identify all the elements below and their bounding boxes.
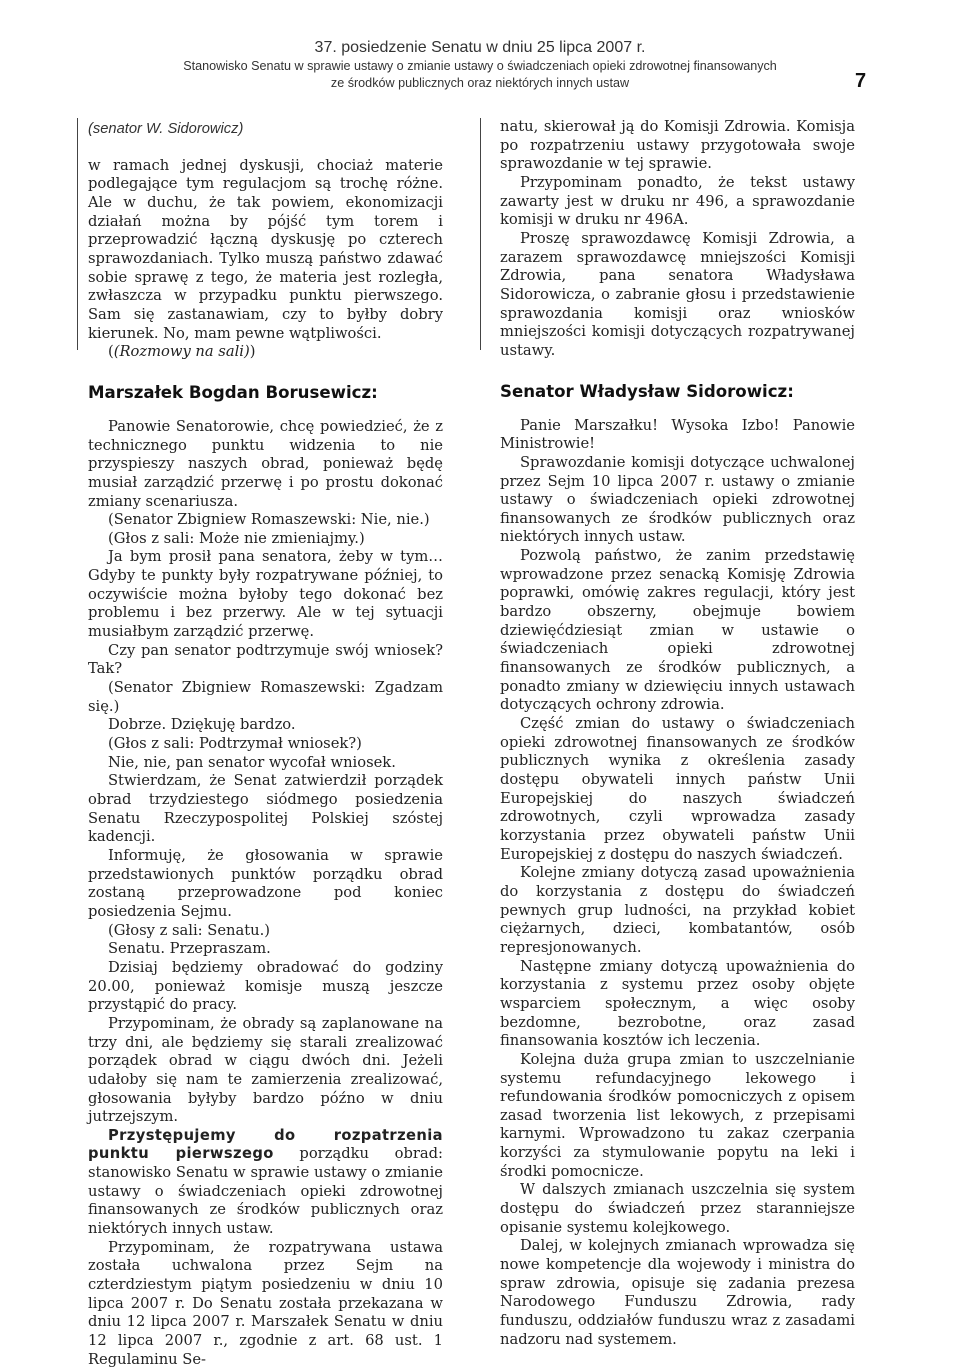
paragraph: Przypominam, że obrady są zaplanowane na trzy dni, ale będziemy się starali zrealizować porządek obrad w ciągu dwóch dni. Jeżeli udałoby się nam te zamierzenia zrealizować, głosowania byłyby bardzo późno w dniu jutrzejszym. (88, 1014, 443, 1126)
paragraph: Proszę sprawozdawcę Komisji Zdrowia, a zarazem sprawozdawcę mniejszości Komisji Zdrowia, pana senatora Władysława Sidorowicza, o zabranie głosu i przedstawienie sprawozdania komisji oraz wniosków mniejszości komisji dotyczących rozpatrywanej ustawy. (500, 229, 855, 359)
paragraph: Przypominam, że rozpatrywana ustawa została uchwalona przez Sejm na czterdziestym piątym posiedzeniu w dniu 10 lipca 2007 r. Do Senatu została przekazana w dniu 12 lipca 2007 r. Marszałek Senatu w dniu 12 lipca 2007 r., zgodnie z art. 68 ust. 1 Regulaminu Se- (88, 1238, 443, 1368)
speaker-heading: Marszałek Bogdan Borusewicz: (88, 382, 378, 402)
interjection: (Senator Zbigniew Romaszewski: Zgadzam się.) (88, 679, 443, 715)
agenda-item-rest: porządku obrad: stanowisko Senatu w sprawie ustawy o zmianie ustawy o świadczeniach opieki zdrowotnej finansowanych ze środków publicznych oraz niektórych innych ustaw. (88, 1145, 443, 1238)
interjection: (Głos z sali: Może nie zmieniajmy.) (108, 529, 365, 547)
left-margin-rule (77, 118, 78, 350)
document-subtitle-line1: Stanowisko Senatu w sprawie ustawy o zmianie ustawy o świadczeniach opieki zdrowotnej finansowanych (183, 59, 777, 73)
paragraph: Pozwolą państwo, że zanim przedstawię wprowadzone przez senacką Komisję Zdrowia poprawki, omówię zakres regulacji, który jest bardzo obszerny, obejmuje bowiem dziewięćdziesiąt zmian w ustawie o świadczeniach opieki zdrowotnej finansowanych ze środków publicznych, a ponadto zmiany w dziewięciu innych ustawach dotyczących ochrony zdrowia. (500, 547, 855, 714)
paragraph: Nie, nie, pan senator wycofał wniosek. (108, 753, 396, 771)
page-number: 7 (855, 70, 867, 92)
paragraph: Czy pan senator podtrzymuje swój wniosek? Tak? (88, 641, 443, 678)
paragraph: Następne zmiany dotyczą upoważnienia do korzystania z systemu przez osoby objęte wsparciem społecznym, a więc osoby bezdomne, bezrobotne, oraz zasad finansowania kosztów ich leczenia. (500, 957, 855, 1050)
paragraph: Informuję, że głosowania w sprawie przedstawionych punktów porządku obrad zostaną przeprowadzone pod koniec posiedzenia Sejmu. (88, 846, 443, 920)
speaker-continuation-tag: (senator W. Sidorowicz) (88, 121, 244, 137)
paragraph: Stwierdzam, że Senat zatwierdził porządek obrad trzydziestego siódmego posiedzenia Senatu Rzeczypospolitej Polskiej szóstej kadencji. (88, 772, 443, 846)
paragraph: Senatu. Przepraszam. (108, 940, 271, 958)
left-column (88, 120, 443, 1369)
paragraph: Ja bym prosił pana senatora, żeby w tym… Gdyby te punkty były rozpatrywane później, to oczywiście można byłoby tego dokonać bez problemu i bez przerwy. Ale w tej sytuacji musiałbym zarządzić przerwę. (88, 548, 443, 641)
interjection: (Głos z sali: Podtrzymał wniosek?) (108, 735, 362, 753)
paragraph: Dobrze. Dziękuję bardzo. (108, 716, 296, 734)
paragraph: Sprawozdanie komisji dotyczące uchwalonej przez Sejm 10 lipca 2007 r. ustawy o zmianie ustawy o świadczeniach opieki zdrowotnej finansowanych ze środków publicznych oraz niektórych innych ustaw. (500, 453, 855, 546)
interjection: (Senator Zbigniew Romaszewski: Nie, nie.) (108, 511, 430, 529)
paragraph: Dalej, w kolejnych zmianach wprowadza się nowe kompetencje dla wojewody i ministra do spraw zdrowia, opisuje się zadania prezesa Narodowego Funduszu Zdrowia, rady funduszu, oddziałów funduszu wraz z zasadami nadzoru nad systemem. (500, 1237, 855, 1348)
page-header (0, 38, 960, 92)
paragraph: Panowie Senatorowie, chcę powiedzieć, że z technicznego punktu widzenia to nie przyspieszy naszych obrad, ponieważ będę musiał zarządzić przerwę i po prostu dokonać zmiany scenariusza. (88, 417, 443, 510)
paragraph: Panie Marszałku! Wysoka Izbo! Panowie Ministrowie! (500, 416, 855, 453)
stage-remark: ((Rozmowy na sali)) (108, 343, 256, 361)
agenda-item-lead: Przystępujemy do rozpatrzenia punktu pierwszego (88, 1126, 443, 1163)
right-column (500, 118, 855, 1349)
column-divider-rule (480, 118, 481, 350)
paragraph: Część zmian do ustawy o świadczeniach opieki zdrowotnej finansowanych ze środków publicznych wynika z określenia zasady dostępu obywateli innych państw Unii Europejskiej do naszych świadczeń zdrowotnych, czyli wprowadza zasady korzystania przez obywateli państw Unii Europejskiej z dostępu do naszych świadczeń. (500, 715, 855, 863)
paragraph: W dalszych zmianach uszczelnia się system dostępu do świadczeń przez staranniejsze opisanie systemu kolejkowego. (500, 1181, 855, 1236)
paragraph: Kolejne zmiany dotyczą zasad upoważnienia do korzystania z dostępu do świadczeń pewnych grup ludności, na przykład kobiet ciężarnych, dzieci, kombatantów, osób represjonowanych. (500, 864, 855, 956)
paragraph: w ramach jednej dyskusji, chociaż materie podlegające tym regulacjom są trochę różne. Ale w duchu, że tak powiem, ekonomizacji działań można by pójść tym torem i przeprowadzić łączną dyskusję po czterech sprawozdaniach. Tylko muszą państwo zdawać sobie sprawę z tego, że materia jest rozległa, zwłaszcza w przypadku punktu pierwszego. Sam się zastanawiam, czy to byłby dobry kierunek. No, mam pewne wątpliwości. (88, 156, 443, 342)
agenda-item-paragraph (88, 1127, 443, 1239)
speaker-heading: Senator Władysław Sidorowicz: (500, 381, 794, 401)
paragraph: Przypominam ponadto, że tekst ustawy zawarty jest w druku nr 496, a sprawozdanie komisji w druku nr 496A. (500, 173, 855, 229)
session-title: 37. posiedzenie Senatu w dniu 25 lipca 2007 r. (314, 39, 646, 56)
document-subtitle-line2: ze środków publicznych oraz niektórych innych ustaw (330, 76, 630, 90)
paragraph: natu, skierował ją do Komisji Zdrowia. Komisja po rozpatrzeniu ustawy przygotowała swoje sprawozdanie w tej sprawie. (500, 118, 855, 173)
paragraph: Kolejna duża grupa zmian to uszczelnianie systemu refundacyjnego lekowego i refundowania środków pomocniczych z opisem zasad tworzenia list lekowych, z przepisami karnymi. Wprowadzono tu zakaz czerpania korzyści za stymulowanie popytu na leki i środki pomocnicze. (500, 1050, 855, 1180)
interjection: (Głosy z sali: Senatu.) (108, 921, 271, 939)
paragraph: Dzisiaj będziemy obradować do godziny 20.00, ponieważ komisje muszą jeszcze przystąpić do pracy. (88, 958, 443, 1014)
